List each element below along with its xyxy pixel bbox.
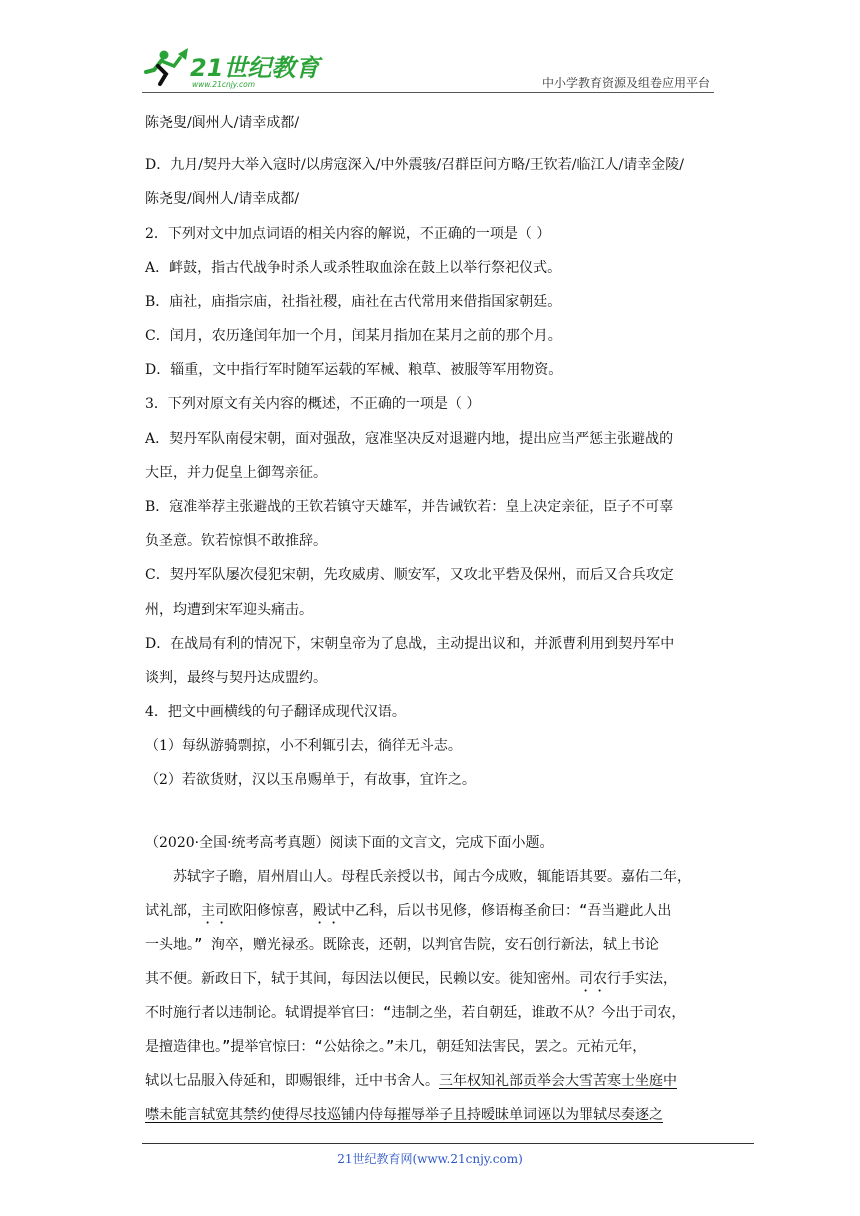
q3-option-d: D．在战局有利的情况下，宋朝皇帝为了息战，主动提出议和，并派曹利用到契丹军中 <box>145 636 675 652</box>
q4-sentence-1: （1）每纵游骑剽掠，小不利辄引去，徜徉无斗志。 <box>145 738 462 754</box>
running-figure-icon <box>146 48 188 84</box>
q3-option-d-cont: 谈判，最终与契丹达成盟约。 <box>145 670 327 686</box>
q3-option-c: C．契丹军队屡次侵犯宋朝，先攻威虏、顺安军，又攻北平砦及保州，而后又合兵攻定 <box>145 567 674 583</box>
header-divider <box>142 92 714 93</box>
footer-divider <box>142 1143 754 1144</box>
page-header <box>142 40 714 92</box>
passage-line <box>145 1070 677 1090</box>
21cnjy-logo <box>142 46 342 90</box>
passage-text: 其不便。新政日下，轼于其间，每因法以便民，民赖以安。徙知密州。 <box>145 971 579 987</box>
q3-option-a-cont: 大臣，并力促皇上御驾亲征。 <box>145 465 327 481</box>
q2-option-b: B．庙社，庙指宗庙，社指社稷，庙社在古代常用来借指国家朝廷。 <box>145 294 562 310</box>
q2-option-c: C．闰月，农历逢闰年加一个月，闰某月指加在某月之前的那个月。 <box>145 328 562 344</box>
passage-line: 苏轼字子瞻，眉州眉山人。母程氏亲授以书，闻古今成败，辄能语其要。嘉佑二年， <box>173 869 691 885</box>
q2-option-a: A．衅鼓，指古代战争时杀人或杀牲取血涂在鼓上以举行祭祀仪式。 <box>145 260 562 276</box>
passage-line: 不时施行者以违制论。轼谓提举官曰：“违制之坐，若自朝廷，谁敢不从？今出于司农， <box>145 1005 686 1021</box>
platform-name: 中小学教育资源及组卷应用平台 <box>541 76 710 90</box>
text-line: 陈尧叟/阆州人/请幸成都/ <box>145 191 300 207</box>
q3-option-b-cont: 负圣意。钦若惊惧不敢推辞。 <box>145 533 327 549</box>
q3-option-a: A．契丹军队南侵宋朝，面对强敌，寇准坚决反对退避内地，提出应当严惩主张避战的 <box>145 431 674 447</box>
text-line: 陈尧叟/阆州人/请幸成都/ <box>145 115 300 131</box>
underlined-sentence: 三年权知礼部贡举会大雪苦寒士坐庭中 <box>439 1073 677 1089</box>
dotted-term: 主司 <box>201 903 229 919</box>
passage-text: 轼以七品服入侍延和，即赐银绯，迁中书舍人。 <box>145 1073 439 1089</box>
passage-text: 试礼部， <box>145 903 201 919</box>
question-4: 4．把文中画横线的句子翻译成现代汉语。 <box>145 704 406 720</box>
footer-link[interactable]: 21世纪教育网(www.21cnjy.com) <box>337 1152 523 1166</box>
dotted-term: 司农 <box>579 971 607 987</box>
passage-line: 一头地。” 洵卒，赠光禄丞。既除丧，还朝，以判官告院，安石创行新法，轼上书论 <box>145 937 659 953</box>
question-3: 3．下列对原文有关内容的概述，不正确的一项是（ ） <box>145 396 481 412</box>
logo-url: www.21cnjy.com <box>192 80 256 89</box>
passage-line: 是擅造律也。”提举官惊曰：“公姑徐之。”未几，朝廷知法害民，罢之。元祐元年， <box>145 1039 647 1055</box>
question-2: 2．下列对文中加点词语的相关内容的解说，不正确的一项是（ ） <box>145 226 551 242</box>
logo-text: 21世纪教育 <box>190 54 320 82</box>
q3-option-c-cont: 州，均遭到宋军迎头痛击。 <box>145 602 313 618</box>
passage-text: 行手实法， <box>607 971 677 987</box>
passage-intro: （2020·全国·统考高考真题）阅读下面的文言文，完成下面小题。 <box>145 835 554 851</box>
dotted-term: 殿试 <box>313 903 341 919</box>
q2-option-d: D．辎重，文中指行军时随军运载的军械、粮草、被服等军用物资。 <box>145 362 563 378</box>
passage-text: 欧阳修惊喜， <box>229 903 313 919</box>
underlined-sentence: 噤未能言轼宽其禁约使得尽技巡铺内侍每摧辱举子且持暧昧单词诬以为罪轼尽奏逐之 <box>145 1107 663 1123</box>
q4-sentence-2: （2）若欲货财，汉以玉帛赐单于，有故事，宜许之。 <box>145 772 476 788</box>
passage-text: 中乙科，后以书见修，修语梅圣俞曰：“吾当避此人出 <box>341 903 672 919</box>
q3-option-b: B．寇准举荐主张避战的王钦若镇守天雄军，并告诫钦若：皇上决定亲征，臣子不可辜 <box>145 499 674 515</box>
passage-line <box>145 968 677 995</box>
option-d-line: D．九月/契丹大举入寇时/以虏寇深入/中外震骇/召群臣问方略/王钦若/临江人/请幸金陵/ <box>145 157 684 173</box>
passage-line <box>145 900 671 927</box>
